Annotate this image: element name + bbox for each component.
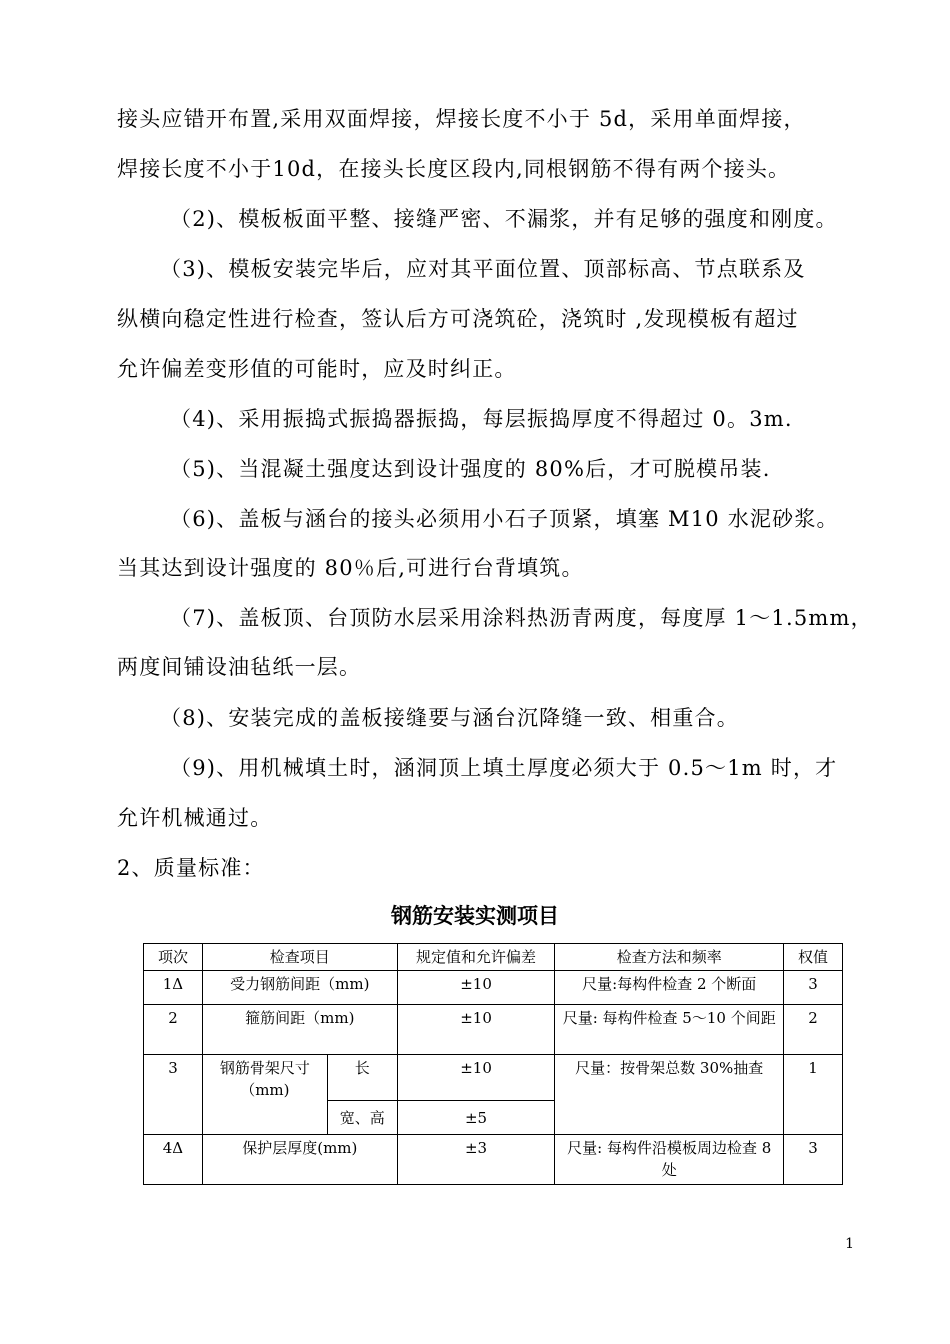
header-cell: 检查项目 — [202, 944, 397, 971]
paragraph-line: （6)、盖板与涵台的接头必须用小石子顶紧，填塞 M10 水泥砂浆。 — [170, 507, 839, 531]
cell-value: ±5 — [397, 1101, 555, 1135]
cell-no: 1Δ — [144, 971, 203, 1005]
header-cell: 项次 — [144, 944, 203, 971]
table-row — [144, 1005, 843, 1055]
cell-no: 2 — [144, 1005, 203, 1055]
cell-weight: 1 — [784, 1055, 843, 1135]
cell-weight: 2 — [784, 1005, 843, 1055]
cell-no: 4Δ — [144, 1135, 203, 1185]
paragraph-line: 允许机械通过。 — [117, 806, 273, 830]
paragraph-line: （5)、当混凝土强度达到设计强度的 80%后，才可脱模吊装. — [170, 457, 771, 481]
cell-weight: 3 — [784, 971, 843, 1005]
page-number: 1 — [845, 1236, 854, 1252]
cell-value: ±10 — [397, 1005, 555, 1055]
paragraph-line: （7)、盖板顶、台顶防水层采用涂料热沥青两度，每度厚 1～1.5mm， — [170, 606, 873, 630]
table-row — [144, 1135, 843, 1185]
header-cell: 权值 — [784, 944, 843, 971]
paragraph-line: （4)、采用振捣式振捣器振捣，每层振捣厚度不得超过 0。3m. — [170, 407, 793, 431]
cell-method: 尺量: 每构件沿模板周边检查 8 处 — [555, 1135, 784, 1185]
cell-item: 箍筋间距（mm) — [202, 1005, 397, 1055]
cell-item: 保护层厚度(mm) — [202, 1135, 397, 1185]
paragraph-line: 接头应错开布置,采用双面焊接，焊接长度不小于 5d，采用单面焊接， — [117, 107, 806, 131]
section-heading: 2、质量标准： — [117, 856, 265, 880]
cell-method: 尺量: 每构件检查 5～10 个间距 — [555, 1005, 784, 1055]
cell-no: 3 — [144, 1055, 203, 1135]
cell-subitem: 长 — [327, 1055, 397, 1101]
paragraph-line: 纵横向稳定性进行检查，签认后方可浇筑砼，浇筑时 ,发现模板有超过 — [117, 307, 799, 331]
paragraph-line: 允许偏差变形值的可能时，应及时纠正。 — [117, 357, 517, 381]
cell-method: 尺量：按骨架总数 30%抽查 — [555, 1055, 784, 1135]
cell-value: ±10 — [397, 971, 555, 1005]
header-cell: 规定值和允许偏差 — [397, 944, 555, 971]
cell-weight: 3 — [784, 1135, 843, 1185]
table-row — [144, 971, 843, 1005]
paragraph-line: 当其达到设计强度的 80％后,可进行台背填筑。 — [117, 556, 584, 580]
paragraph-line: （8)、安装完成的盖板接缝要与涵台沉降缝一致、相重合。 — [160, 706, 739, 730]
cell-item: 受力钢筋间距（mm) — [202, 971, 397, 1005]
cell-item: 钢筋骨架尺寸（mm) — [202, 1055, 327, 1135]
paragraph-line: （3)、模板安装完毕后，应对其平面位置、顶部标高、节点联系及 — [160, 257, 806, 281]
table-row — [144, 1055, 843, 1101]
table-header-row — [144, 944, 843, 971]
inspection-table — [143, 943, 843, 1185]
cell-value: ±3 — [397, 1135, 555, 1185]
cell-method: 尺量:每构件检查 2 个断面 — [555, 971, 784, 1005]
table-title: 钢筋安装实测项目 — [391, 904, 559, 928]
paragraph-line: 两度间铺设油毡纸一层。 — [117, 655, 362, 679]
cell-subitem: 宽、高 — [327, 1101, 397, 1135]
paragraph-line: 焊接长度不小于10d，在接头长度区段内,同根钢筋不得有两个接头。 — [117, 157, 791, 181]
cell-value: ±10 — [397, 1055, 555, 1101]
header-cell: 检查方法和频率 — [555, 944, 784, 971]
paragraph-line: （9)、用机械填土时，涵洞顶上填土厚度必须大于 0.5～1m 时，才 — [170, 756, 838, 780]
paragraph-line: （2)、模板板面平整、接缝严密、不漏浆，并有足够的强度和刚度。 — [170, 207, 838, 231]
